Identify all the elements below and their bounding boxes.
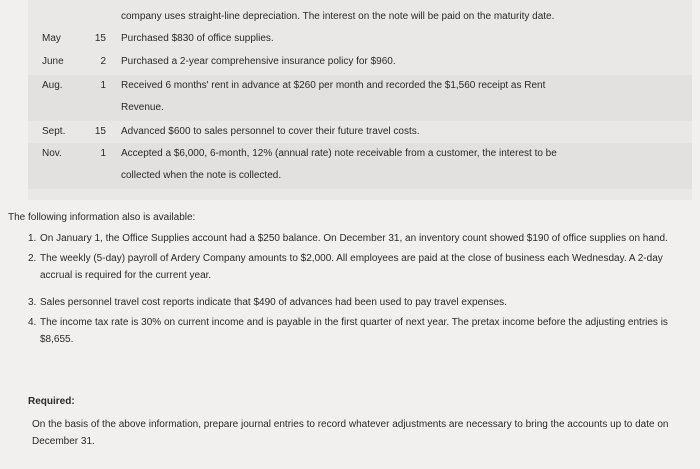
row-month: June bbox=[42, 56, 64, 67]
row-text-continued: Revenue. bbox=[121, 102, 164, 113]
row-month: Sept. bbox=[42, 126, 66, 137]
row-day: 2 bbox=[100, 56, 106, 67]
row-month: May bbox=[42, 33, 61, 44]
row-text-continued: collected when the note is collected. bbox=[121, 170, 282, 181]
required-text: On the basis of the above information, prepare journal entries to record whatever adjustments are necessary to bring the accounts up to date on December 31. bbox=[32, 419, 669, 447]
row-text: Purchased a 2-year comprehensive insurance policy for $960. bbox=[121, 56, 396, 67]
row-text: Purchased $830 of office supplies. bbox=[121, 33, 274, 44]
transactions-table bbox=[28, 0, 692, 200]
table-row bbox=[28, 75, 692, 121]
row-month: Aug. bbox=[42, 80, 63, 91]
row-text: Advanced $600 to sales personnel to cover their future travel costs. bbox=[121, 126, 420, 137]
row-text: Accepted a $6,000, 6-month, 12% (annual rate) note receivable from a customer, the interest to be bbox=[121, 148, 557, 159]
item-number: 1. bbox=[28, 233, 37, 244]
item-number: 2. bbox=[28, 253, 37, 264]
item-text: On January 1, the Office Supplies account had a $250 balance. On December 31, an inventory count showed $190 of office supplies on hand. bbox=[40, 233, 668, 244]
item-text: The income tax rate is 30% on current income and is payable in the first quarter of next year. The pretax income before the adjusting entries is $8,655. bbox=[40, 317, 668, 345]
item-text: The weekly (5-day) payroll of Ardery Company amounts to $2,000. All employees are paid at the close of business each Wednesday. A 2-day accrual is required for the current year. bbox=[40, 253, 663, 281]
table-row bbox=[28, 143, 692, 189]
item-number: 4. bbox=[28, 317, 37, 328]
row-text: Received 6 months' rent in advance at $260 per month and recorded the $1,560 receipt as Rent bbox=[121, 80, 546, 91]
info-intro: The following information also is available: bbox=[8, 212, 196, 223]
row-day: 15 bbox=[94, 126, 106, 137]
top-line-text: company uses straight-line depreciation. The interest on the note will be paid on the maturity date. bbox=[121, 11, 555, 22]
row-day: 1 bbox=[100, 80, 106, 91]
item-text: Sales personnel travel cost reports indicate that $490 of advances had been used to pay travel expenses. bbox=[40, 297, 507, 308]
row-day: 15 bbox=[94, 33, 106, 44]
item-number: 3. bbox=[28, 297, 37, 308]
required-heading: Required: bbox=[28, 396, 75, 407]
row-day: 1 bbox=[100, 148, 106, 159]
row-month: Nov. bbox=[42, 148, 62, 159]
